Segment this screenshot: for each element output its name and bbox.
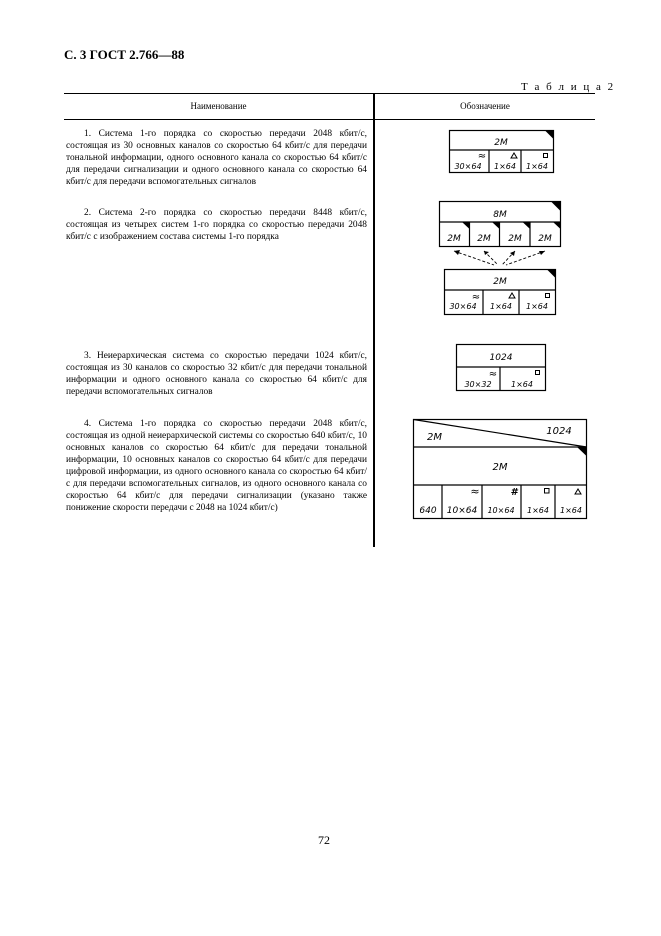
square-icon xyxy=(546,294,550,298)
column-header-name: Наименование xyxy=(190,101,247,111)
triangle-icon xyxy=(511,153,517,158)
symbol-system-2nd-order xyxy=(439,201,563,316)
table-caption: Т а б л и ц а 2 xyxy=(521,81,616,93)
symbol-right-label: 1024 xyxy=(546,426,572,437)
tone-icon: ≈ xyxy=(471,292,481,303)
corner-mark-icon xyxy=(492,222,500,229)
column-header-symbol: Обозначение xyxy=(460,101,510,111)
symbol-system-1st-order xyxy=(449,130,557,174)
cell-label: 2M xyxy=(477,234,491,244)
cell-label: 30×64 xyxy=(454,162,482,171)
cell-label: 30×64 xyxy=(449,302,477,311)
arrow-head-icon xyxy=(484,251,489,255)
table-header-rule xyxy=(64,119,595,120)
cell-label: 2M xyxy=(508,234,522,244)
expansion-arrows xyxy=(454,251,545,265)
symbol-label: 2M xyxy=(492,462,508,473)
cell-label: 1×64 xyxy=(494,162,516,171)
square-icon xyxy=(544,154,548,158)
cell-label: 1×64 xyxy=(527,506,549,515)
triangle-icon xyxy=(575,489,581,494)
cell-label: 10×64 xyxy=(487,506,515,515)
page-number: 72 xyxy=(318,833,330,847)
row-2-description: 2. Система 2-го порядка со скоростью передачи 8448 кбит/с, состоящая из четырех систем 1-го порядка со скоростью передачи 2048 кбит/с с изображением состава системы 1-го порядка xyxy=(66,208,367,242)
row-3-description: 3. Неиерархическая система со скоростью передачи 1024 кбит/с, состоящая из 30 каналов со скоростью 32 кбит/с для передачи тональной информации и одного основного канала со скоростью 64 кбит/с для передачи вспомогательных сигналов xyxy=(66,351,367,397)
cell-label: 30×32 xyxy=(464,380,492,389)
square-icon xyxy=(536,371,540,375)
symbol-non-hierarchical-system xyxy=(456,344,548,392)
tone-icon: ≈ xyxy=(477,151,487,162)
cell-label: 640 xyxy=(419,506,437,516)
hash-icon: # xyxy=(510,487,518,498)
tone-icon: ≈ xyxy=(488,369,498,380)
symbol-label: 8M xyxy=(493,210,507,220)
symbol-label: 2M xyxy=(494,138,508,148)
corner-mark-icon xyxy=(551,202,561,212)
cell-label: 1×64 xyxy=(526,302,548,311)
triangle-icon xyxy=(509,293,515,298)
corner-mark-icon xyxy=(577,447,587,456)
corner-mark-icon xyxy=(523,222,531,229)
corner-mark-icon xyxy=(547,270,556,279)
cell-label: 1×64 xyxy=(490,302,512,311)
symbol-label: 2M xyxy=(493,277,507,287)
corner-mark-icon xyxy=(553,222,561,229)
cell-label: 10×64 xyxy=(446,506,478,516)
symbol-left-label: 2M xyxy=(427,432,442,443)
corner-mark-icon xyxy=(545,131,554,140)
symbol-system-with-rate-reduction xyxy=(413,419,589,521)
cell-label: 1×64 xyxy=(526,162,548,171)
cell-label: 2M xyxy=(538,234,552,244)
page-header: С. 3 ГОСТ 2.766—88 xyxy=(64,47,185,62)
table-top-rule xyxy=(64,93,595,94)
cell-label: 1×64 xyxy=(511,380,533,389)
row-4-description: 4. Система 1-го порядка со скоростью передачи 2048 кбит/с, состоящая из одной неиерархической системы со скоростью 640 кбит/с, 10 основных каналов со скоростью 64 кбит/с для передачи тональной информации, 10 основных каналов со скоростью 64 кбит/с для передачи цифровой информации, из одного основного канала со скоростью 64 кбит/с для передачи вспомогательных сигналов, из одного основного канала со скоростью 64 кбит/с для передачи сигнализации (указано также понижение скорости передачи с 2048 на 1024 кбит/с) xyxy=(66,419,367,513)
corner-mark-icon xyxy=(462,222,470,229)
row-1-description: 1. Система 1-го порядка со скоростью передачи 2048 кбит/с, состоящая из 30 основных каналов со скоростью 64 кбит/с для передачи тональной информации, одного основного канала со скоростью 64 кбит/с для передачи сигнализации и одного основного канала со скоростью 64 кбит/с для передачи вспомогательных сигналов xyxy=(66,129,367,187)
tone-icon: ≈ xyxy=(470,485,480,498)
cell-label: 1×64 xyxy=(560,506,582,515)
column-divider xyxy=(373,93,375,547)
cell-label: 2M xyxy=(447,234,461,244)
square-icon xyxy=(545,489,550,494)
symbol-label: 1024 xyxy=(489,353,513,363)
